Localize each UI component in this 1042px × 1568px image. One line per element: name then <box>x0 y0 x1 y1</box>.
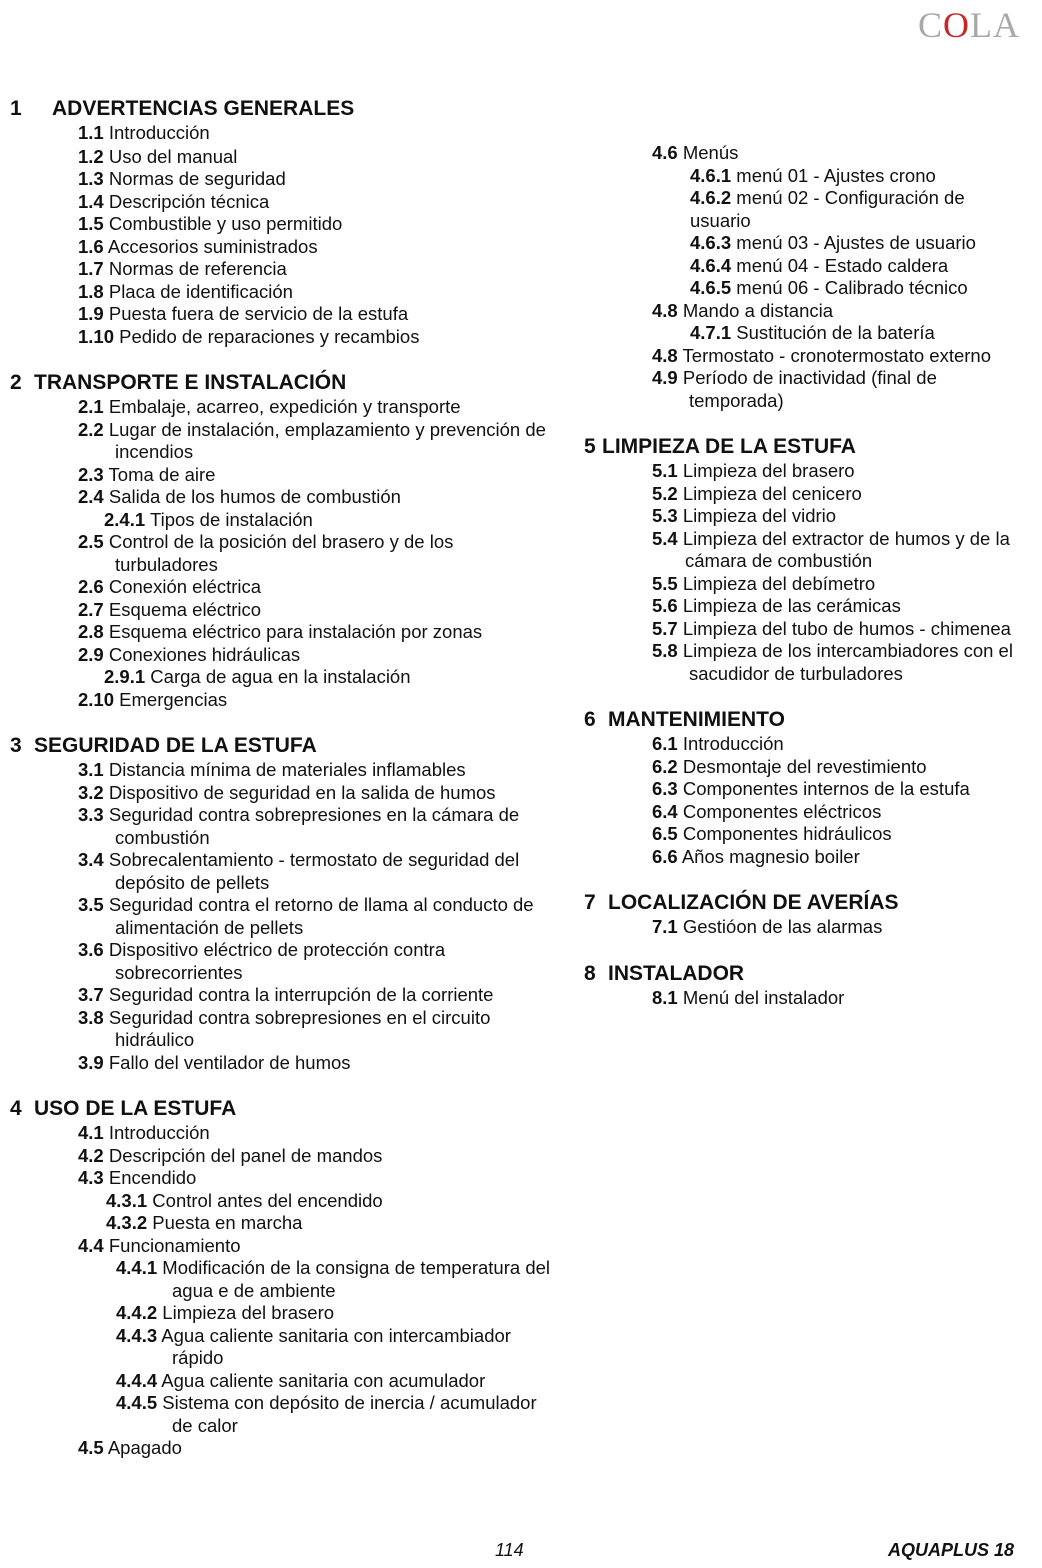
toc-entry[interactable]: 6.1 Introducción <box>652 733 784 754</box>
section-heading[interactable]: 2 TRANSPORTE E INSTALACIÓN <box>10 371 347 394</box>
toc-entry[interactable]: 4.8 Mando a distancia <box>652 299 834 321</box>
toc-entry[interactable]: 4.4.4 Agua caliente sanitaria con acumulador <box>116 1369 486 1391</box>
toc-entry[interactable]: 2.5 Control de la posición del brasero y de los turbuladores <box>78 531 454 575</box>
toc-entry[interactable]: 2.9 Conexiones hidráulicas <box>78 643 301 665</box>
toc-entry[interactable]: 4.7.1 Sustitución de la batería <box>690 322 935 343</box>
toc-section-6 <box>584 707 1036 868</box>
toc-entry[interactable]: 5.5 Limpieza del debímetro <box>652 572 876 594</box>
toc-entry[interactable]: 3.9 Fallo del ventilador de humos <box>78 1051 351 1073</box>
toc-entry[interactable]: 1.4 Descripción técnica <box>78 190 270 212</box>
section-heading[interactable]: 1 ADVERTENCIAS GENERALES <box>10 97 355 120</box>
toc-entry[interactable]: 6.2 Desmontaje del revestimiento <box>652 755 927 777</box>
toc-entry[interactable]: 1.10 Pedido de reparaciones y recambios <box>78 325 420 347</box>
toc-entry[interactable]: 4.6.5 menú 06 - Calibrado técnico <box>690 277 968 298</box>
toc-section-2 <box>10 370 580 711</box>
toc-entry[interactable]: 3.7 Seguridad contra la interrupción de la corriente <box>78 984 494 1005</box>
toc-entry[interactable]: 4.6 Menús <box>652 142 739 163</box>
toc-entry[interactable]: 1.6 Accesorios suministrados <box>78 235 318 257</box>
toc-entry[interactable]: 4.6.4 menú 04 - Estado caldera <box>690 254 949 276</box>
section-heading[interactable]: 7 LOCALIZACIÓN DE AVERÍAS <box>584 891 899 914</box>
toc-entry[interactable]: 2.7 Esquema eléctrico <box>78 598 262 620</box>
toc-entry[interactable]: 4.3 Encendido <box>78 1167 197 1188</box>
toc-entry[interactable]: 3.8 Seguridad contra sobrepresiones en el circuito hidráulico <box>78 1006 491 1050</box>
toc-entry[interactable]: 5.4 Limpieza del extractor de humos y de la cámara de combustión <box>652 527 1010 571</box>
section-heading[interactable]: 8 INSTALADOR <box>584 961 745 985</box>
toc-entry[interactable]: 4.6.2 menú 02 - Configuración de usuario <box>690 187 965 231</box>
section-heading[interactable]: 3 SEGURIDAD DE LA ESTUFA <box>10 734 317 757</box>
toc-entry[interactable]: 8.1 Menú del instalador <box>652 986 845 1008</box>
toc-right-column <box>584 142 1036 1031</box>
toc-section-4-continued <box>584 142 1036 412</box>
toc-entry[interactable]: 1.5 Combustible y uso permitido <box>78 213 343 234</box>
toc-entry[interactable]: 4.4 Funcionamiento <box>78 1234 241 1256</box>
toc-entry[interactable]: 4.4.1 Modificación de la consigna de temperatura del agua e de ambiente <box>116 1257 551 1301</box>
toc-entry[interactable]: 6.5 Componentes hidráulicos <box>652 823 892 844</box>
toc-section-4 <box>10 1096 580 1460</box>
toc-entry[interactable]: 1.1 Introducción <box>78 122 210 143</box>
toc-entry[interactable]: 4.4.5 Sistema con depósito de inercia / acumulador de calor <box>116 1392 537 1436</box>
toc-entry[interactable]: 1.2 Uso del manual <box>78 145 238 167</box>
toc-left-column <box>10 96 580 1482</box>
toc-entry[interactable]: 3.5 Seguridad contra el retorno de llama al conducto de alimentación de pellets <box>78 894 534 938</box>
toc-entry[interactable]: 4.6.1 menú 01 - Ajustes crono <box>690 164 936 186</box>
toc-entry[interactable]: 2.4.1 Tipos de instalación <box>104 508 313 530</box>
toc-section-7 <box>584 890 1036 939</box>
toc-entry[interactable]: 2.1 Embalaje, acarreo, expedición y transporte <box>78 396 461 417</box>
section-heading[interactable]: 5 LIMPIEZA DE LA ESTUFA <box>584 435 856 458</box>
toc-section-3 <box>10 733 580 1074</box>
toc-entry[interactable]: 4.4.3 Agua caliente sanitaria con intercambiador rápido <box>116 1324 511 1368</box>
toc-entry[interactable]: 4.3.1 Control antes del encendido <box>106 1189 383 1211</box>
toc-entry[interactable]: 5.6 Limpieza de las cerámicas <box>652 595 901 616</box>
toc-entry[interactable]: 5.7 Limpieza del tubo de humos - chimenea <box>652 617 1011 639</box>
toc-entry[interactable]: 5.8 Limpieza de los intercambiadores con el sacudidor de turbuladores <box>652 640 1013 684</box>
toc-entry[interactable]: 4.4.2 Limpieza del brasero <box>116 1302 335 1323</box>
toc-entry[interactable]: 4.9 Período de inactividad (final de temporada) <box>652 367 937 411</box>
toc-entry[interactable]: 1.3 Normas de seguridad <box>78 168 286 189</box>
toc-entry[interactable]: 2.9.1 Carga de agua en la instalación <box>104 666 411 687</box>
toc-entry[interactable]: 7.1 Gestióon de las alarmas <box>652 916 883 937</box>
page-number: 114 <box>495 1540 524 1560</box>
toc-entry[interactable]: 4.5 Apagado <box>78 1437 182 1458</box>
toc-entry[interactable]: 6.4 Componentes eléctricos <box>652 800 882 822</box>
toc-section-5 <box>584 434 1036 685</box>
toc-entry[interactable]: 2.6 Conexión eléctrica <box>78 576 262 597</box>
toc-entry[interactable]: 4.6.3 menú 03 - Ajustes de usuario <box>690 232 976 253</box>
toc-entry[interactable]: 3.3 Seguridad contra sobrepresiones en la cámara de combustión <box>78 804 520 848</box>
brand-logo: COLA <box>917 5 1020 45</box>
toc-entry[interactable]: 5.1 Limpieza del brasero <box>652 460 855 481</box>
toc-entry[interactable]: 6.6 Años magnesio boiler <box>652 845 860 867</box>
toc-entry[interactable]: 2.2 Lugar de instalación, emplazamiento y prevención de incendios <box>78 418 546 462</box>
toc-entry[interactable]: 5.3 Limpieza del vidrio <box>652 505 837 526</box>
model-name: AQUAPLUS 18 <box>887 1540 1014 1560</box>
toc-entry[interactable]: 3.1 Distancia mínima de materiales inflamables <box>78 759 466 780</box>
toc-entry[interactable]: 2.8 Esquema eléctrico para instalación por zonas <box>78 621 483 642</box>
toc-entry[interactable]: 4.2 Descripción del panel de mandos <box>78 1144 383 1166</box>
toc-entry[interactable]: 5.2 Limpieza del cenicero <box>652 482 862 504</box>
toc-entry[interactable]: 3.2 Dispositivo de seguridad en la salida de humos <box>78 781 496 803</box>
toc-entry[interactable]: 3.4 Sobrecalentamiento - termostato de seguridad del depósito de pellets <box>78 849 520 893</box>
toc-entry[interactable]: 4.3.2 Puesta en marcha <box>106 1212 303 1233</box>
toc-entry[interactable]: 1.9 Puesta fuera de servicio de la estufa <box>78 303 409 324</box>
section-heading[interactable]: 6 MANTENIMIENTO <box>584 708 785 731</box>
toc-entry[interactable]: 4.8 Termostato - cronotermostato externo <box>652 344 991 366</box>
toc-section-8 <box>584 961 1036 1010</box>
toc-section-1 <box>10 96 580 348</box>
toc-entry[interactable]: 4.1 Introducción <box>78 1122 210 1143</box>
toc-entry[interactable]: 2.4 Salida de los humos de combustión <box>78 486 401 507</box>
toc-entry[interactable]: 2.3 Toma de aire <box>78 463 216 485</box>
toc-entry[interactable]: 6.3 Componentes internos de la estufa <box>652 778 970 799</box>
toc-entry[interactable]: 1.8 Placa de identificación <box>78 280 293 302</box>
toc-entry[interactable]: 2.10 Emergencias <box>78 688 228 710</box>
toc-entry[interactable]: 3.6 Dispositivo eléctrico de protección contra sobrecorrientes <box>78 939 446 983</box>
toc-entry[interactable]: 1.7 Normas de referencia <box>78 258 287 279</box>
section-heading[interactable]: 4 USO DE LA ESTUFA <box>10 1097 237 1120</box>
